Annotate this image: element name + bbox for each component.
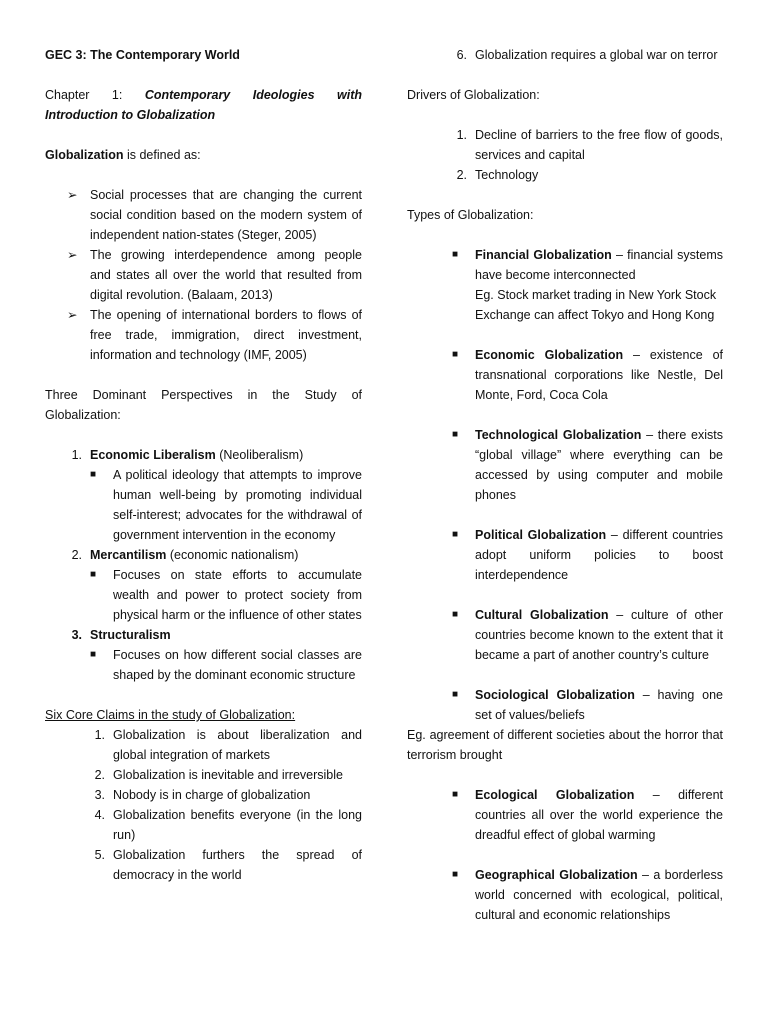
perspectives-heading: Three Dominant Perspectives in the Study of Globalization:: [45, 388, 362, 422]
types-heading: Types of Globalization:: [407, 208, 534, 222]
drivers-list: [407, 125, 723, 185]
list-item: [45, 565, 362, 625]
list-item: [45, 305, 362, 365]
list-item: [407, 425, 723, 505]
type-text: [475, 525, 723, 585]
square-bullet-icon: ■: [452, 789, 459, 800]
type-text: [475, 865, 723, 925]
type-text: [475, 785, 723, 845]
item-number: 5.: [94, 848, 105, 862]
list-item: [407, 685, 723, 725]
perspective-name: Economic Liberalism: [90, 448, 216, 462]
course-title: GEC 3: The Contemporary World: [45, 48, 240, 62]
claim-text: Globalization is about liberalization and global integration of markets: [113, 728, 362, 762]
list-item: [45, 765, 362, 785]
square-bullet-icon: ■: [452, 249, 459, 260]
definition-text: The opening of international borders to flows of free trade, immigration, direct investment, information and technology (IMF, 2005): [90, 308, 362, 362]
list-item: [407, 345, 723, 405]
list-item: [45, 245, 362, 305]
square-bullet-icon: ■: [452, 869, 459, 880]
type-desc: – there exists “global village” where everything can be accessed by using computer and mobile phones: [475, 428, 723, 502]
list-item: [407, 605, 723, 665]
list-item: [45, 805, 362, 845]
arrow-bullet-icon: ➢: [67, 308, 78, 322]
list-item: [45, 185, 362, 245]
type-text: [475, 685, 723, 725]
type-desc: – different countries adopt uniform policies to boost interdependence: [475, 528, 723, 582]
square-bullet-icon: ■: [452, 349, 459, 360]
sociological-example: Eg. agreement of different societies about the horror that terrorism brought: [407, 728, 723, 762]
list-item: [45, 465, 362, 545]
type-name: Economic Globalization: [475, 348, 624, 362]
item-number: 2.: [94, 768, 105, 782]
perspective-note: (economic nationalism): [166, 548, 299, 562]
type-desc: – culture of other countries become known to the extent that it became a part of another country’s culture: [475, 608, 723, 662]
list-item: [407, 245, 723, 325]
drivers-heading: Drivers of Globalization:: [407, 88, 540, 102]
list-item: [407, 125, 723, 165]
type-text: [475, 345, 723, 405]
definition-list: [45, 185, 362, 365]
definition-text: The growing interdependence among people and states all over the world that resulted from digital revolution. (Balaam, 2013): [90, 248, 362, 302]
type-name: Technological Globalization: [475, 428, 642, 442]
claims-heading: Six Core Claims in the study of Globalization:: [45, 708, 296, 722]
list-item: [45, 785, 362, 805]
item-number: 3.: [94, 788, 105, 802]
item-number: 1.: [71, 448, 82, 462]
square-bullet-icon: ■: [90, 569, 97, 580]
square-bullet-icon: ■: [452, 609, 459, 620]
square-bullet-icon: ■: [90, 469, 97, 480]
perspective-desc: A political ideology that attempts to improve human well-being by promoting individual self-interest; advocates for the withdrawal of government intervention in the economy: [113, 468, 362, 542]
type-desc: – different countries all over the world experience the dreadful effect of global warming: [475, 788, 724, 842]
chapter-heading: [45, 85, 362, 125]
type-text: [475, 605, 723, 665]
perspective-desc: Focuses on how different social classes are shaped by the dominant economic structure: [113, 648, 362, 682]
claim-text: Globalization benefits everyone (in the long run): [113, 808, 362, 842]
definition-text: Social processes that are changing the current social condition based on the modern system of independent nation-states (Steger, 2005): [90, 188, 362, 242]
type-name: Sociological Globalization: [475, 688, 635, 702]
type-name: Political Globalization: [475, 528, 607, 542]
item-number: 3.: [71, 628, 82, 642]
item-number: 4.: [94, 808, 105, 822]
square-bullet-icon: ■: [90, 649, 97, 660]
definition-rest: is defined as:: [123, 148, 201, 162]
chapter-prefix: Chapter 1:: [45, 88, 145, 102]
driver-text: Decline of barriers to the free flow of goods, services and capital: [475, 128, 723, 162]
perspective-title: [90, 625, 362, 645]
list-item: [45, 625, 362, 645]
list-item: [45, 725, 362, 765]
claim-text: Globalization furthers the spread of democracy in the world: [113, 848, 362, 882]
claim-text: Globalization requires a global war on terror: [475, 48, 718, 62]
arrow-bullet-icon: ➢: [67, 248, 78, 262]
right-column: [407, 45, 723, 925]
type-desc: – a borderless world concerned with ecological, political, cultural and economic relationships: [475, 868, 723, 922]
arrow-bullet-icon: ➢: [67, 188, 78, 202]
left-column: [45, 45, 362, 885]
list-item: [45, 445, 362, 465]
type-example: Eg. Stock market trading in New York Stock Exchange can affect Tokyo and Hong Kong: [475, 288, 717, 322]
type-desc: – financial systems have become interconnected: [475, 248, 723, 282]
driver-text: Technology: [475, 168, 539, 182]
square-bullet-icon: ■: [452, 429, 459, 440]
list-item: [45, 845, 362, 885]
perspective-name: Mercantilism: [90, 548, 167, 562]
claims-list: [45, 725, 362, 885]
claim-text: Globalization is inevitable and irreversible: [113, 768, 343, 782]
type-name: Financial Globalization: [475, 248, 612, 262]
item-number: 6.: [456, 48, 467, 62]
definition-term: Globalization: [45, 148, 124, 162]
item-number: 2.: [456, 168, 467, 182]
type-text: [475, 425, 723, 505]
type-name: Ecological Globalization: [475, 788, 635, 802]
item-number: 1.: [456, 128, 467, 142]
list-item: [45, 545, 362, 565]
type-desc: – existence of transnational corporations like Nestle, Del Monte, Ford, Coca Cola: [475, 348, 723, 402]
perspectives-list: [45, 445, 362, 685]
types-list: [407, 245, 723, 925]
list-item: [407, 525, 723, 585]
list-item: [407, 785, 723, 845]
perspective-title: [90, 445, 362, 465]
square-bullet-icon: ■: [452, 689, 459, 700]
square-bullet-icon: ■: [452, 529, 459, 540]
type-name: Cultural Globalization: [475, 608, 609, 622]
perspective-name: Structuralism: [90, 628, 171, 642]
chapter-title: Contemporary Ideologies with Introduction to Globalization: [45, 88, 362, 122]
item-number: 2.: [71, 548, 82, 562]
type-name: Geographical Globalization: [475, 868, 638, 882]
perspective-desc: Focuses on state efforts to accumulate wealth and power to protect society from physical harm or the influence of other states: [113, 568, 362, 622]
claim-text: Nobody is in charge of globalization: [113, 788, 311, 802]
definition-intro: [45, 145, 362, 165]
item-number: 1.: [94, 728, 105, 742]
type-desc: – having one set of values/beliefs: [475, 688, 724, 722]
list-item: [407, 865, 723, 925]
type-text: [475, 245, 723, 285]
perspective-title: [90, 545, 362, 565]
list-item: [45, 645, 362, 685]
list-item: [407, 45, 723, 65]
perspective-note: (Neoliberalism): [215, 448, 304, 462]
list-item: [407, 165, 723, 185]
